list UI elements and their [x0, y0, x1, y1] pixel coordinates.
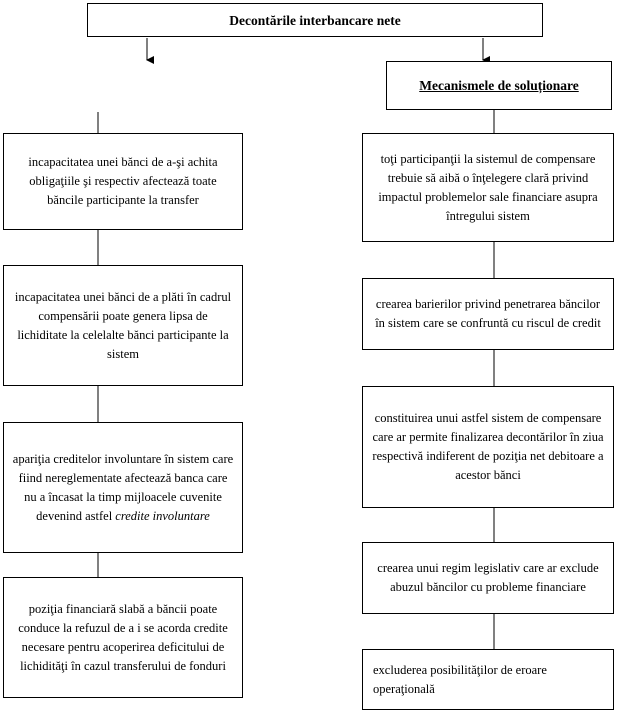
left-item-plain-text: apariţia creditelor involuntare în sistem care fiind nereglementate afectează banca care nu a încasat la timp mijloacele cuvenite devenind astfel [12, 451, 234, 523]
right-item-text: toţi participanţii la sistemul de compensare trebuie să aibă o înţelegere clară privind impactul problemelor sale financiare asupra întregului sistem [378, 151, 598, 223]
right-item-4 [362, 542, 614, 614]
right-item-text: crearea barierilor privind penetrarea băncilor în sistem care se confruntă cu riscul de credit [375, 297, 601, 330]
left-item-4 [3, 577, 243, 698]
left-item-3 [3, 422, 243, 553]
left-item-text: poziţia financiară slabă a băncii poate conduce la refuzul de a i se acorda credite necesare pentru acoperirea deficitului de lichidităţi în cazul transferului de fonduri [18, 601, 228, 673]
right-item-2 [362, 278, 614, 350]
title-box [87, 3, 543, 37]
left-item-2 [3, 265, 243, 386]
left-item-1 [3, 133, 243, 230]
left-item-text: incapacitatea unei bănci de a plăti în cadrul compensării poate genera lipsa de lichiditate la celelalte bănci participante la sistem [14, 289, 232, 361]
left-item-text: incapacitatea unei bănci de a-şi achita obligaţiile şi respectiv afectează toate băncile participante la transfer [28, 155, 218, 207]
right-item-text: crearea unui regim legislativ care ar exclude abuzul băncilor cu probleme financiare [377, 561, 599, 594]
right-item-text: excluderea posibilităţilor de eroare operaţională [373, 662, 547, 696]
right-item-3 [362, 386, 614, 508]
right-header-text: Mecanismele de soluționare [419, 78, 579, 93]
right-item-text: constituirea unui astfel sistem de compensare care ar permite finalizarea decontărilor în ziua respectivă indiferent de poziţia net debitoare a acestor bănci [372, 411, 604, 482]
right-item-5 [362, 649, 614, 710]
title-text: Decontările interbancare nete [229, 12, 401, 28]
right-item-1 [362, 133, 614, 242]
right-header-box [386, 61, 612, 110]
left-item-text [12, 450, 234, 526]
left-item-italic-text: credite involuntare [115, 508, 210, 523]
